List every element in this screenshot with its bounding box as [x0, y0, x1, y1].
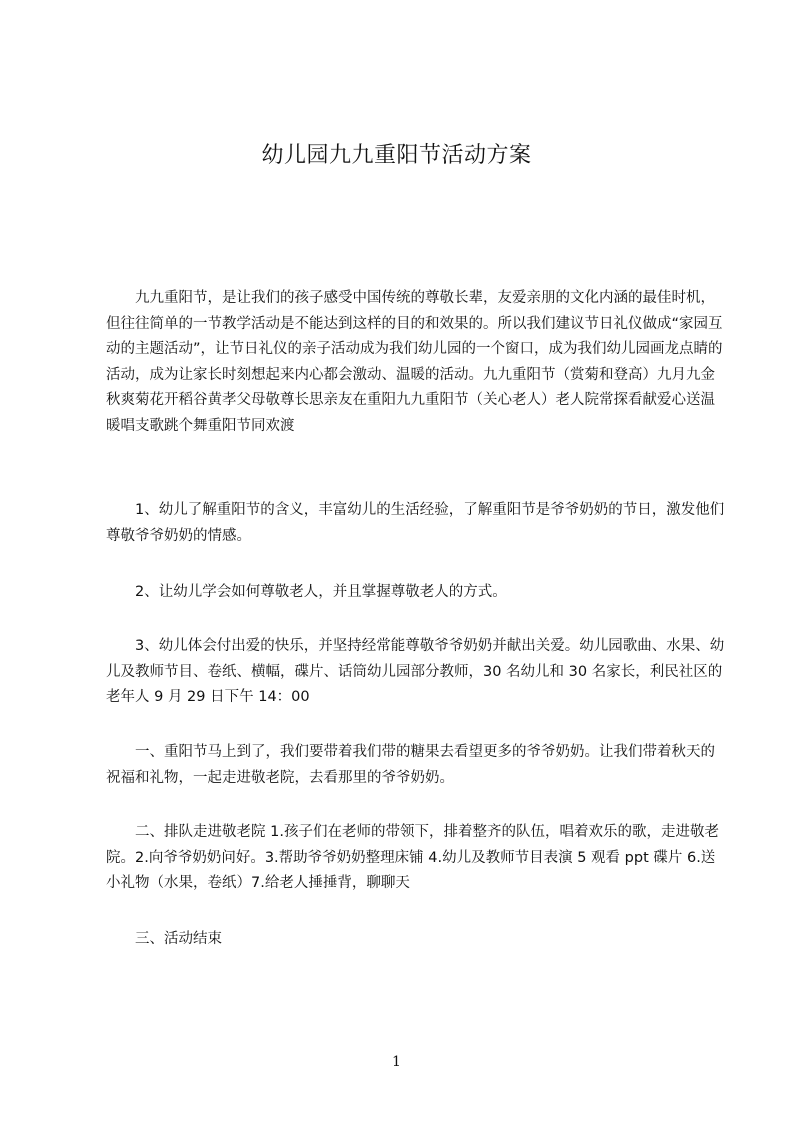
page-number: 1 — [392, 1054, 401, 1070]
step-paragraph-1: 一、重阳节马上到了，我们要带着我们带的糖果去看望更多的爷爷奶奶。让我们带着秋天的祝福和礼物，一起走进敬老院，去看那里的爷爷奶奶。 — [106, 744, 715, 786]
goal-paragraph-1: 1、幼儿了解重阳节的含义，丰富幼儿的生活经验，了解重阳节是爷爷奶奶的节日，激发他们尊敬爷爷奶奶的情感。 — [106, 502, 725, 544]
step-paragraph-2: 二、排队走进敬老院 1.孩子们在老师的带领下，排着整齐的队伍，唱着欢乐的歌，走进敬老院。2.向爷爷奶奶问好。3.帮助爷爷奶奶整理床铺 4.幼儿及教师节目表演 5 观看 ppt 碟片 6.送小礼物（水果，卷纸）7.给老人捶捶背，聊聊天 — [106, 824, 719, 891]
document-title: 幼儿园九九重阳节活动方案 — [261, 143, 532, 168]
intro-paragraph: 九九重阳节，是让我们的孩子感受中国传统的尊敬长辈，友爱亲朋的文化内涵的最佳时机，但往往简单的一节教学活动是不能达到这样的目的和效果的。所以我们建议节日礼仪做成“家园互动的主题活动”，让节日礼仪的亲子活动成为我们幼儿园的一个窗口，成为我们幼儿园画龙点睛的活动，成为让家长时刻想起来内心都会激动、温暖的活动。九九重阳节（赏菊和登高）九月九金秋爽菊花开稻谷黄孝父母敬尊长思亲友在重阳九九重阳节（关心老人）老人院常探看献爱心送温暖唱支歌跳个舞重阳节同欢渡 — [106, 290, 723, 434]
goal-paragraph-2: 2、让幼儿学会如何尊敬老人，并且掌握尊敬老人的方式。 — [135, 584, 507, 600]
goal-paragraph-3: 3、幼儿体会付出爱的快乐，并坚持经常能尊敬爷爷奶奶并献出关爱。幼儿园歌曲、水果、幼儿及教师节目、卷纸、横幅，碟片、话筒幼儿园部分教师，30 名幼儿和 30 名家长，利民社区的老年人 9 月 29 日下午 14：00 — [106, 638, 725, 705]
step-paragraph-3: 三、活动结束 — [135, 931, 222, 947]
